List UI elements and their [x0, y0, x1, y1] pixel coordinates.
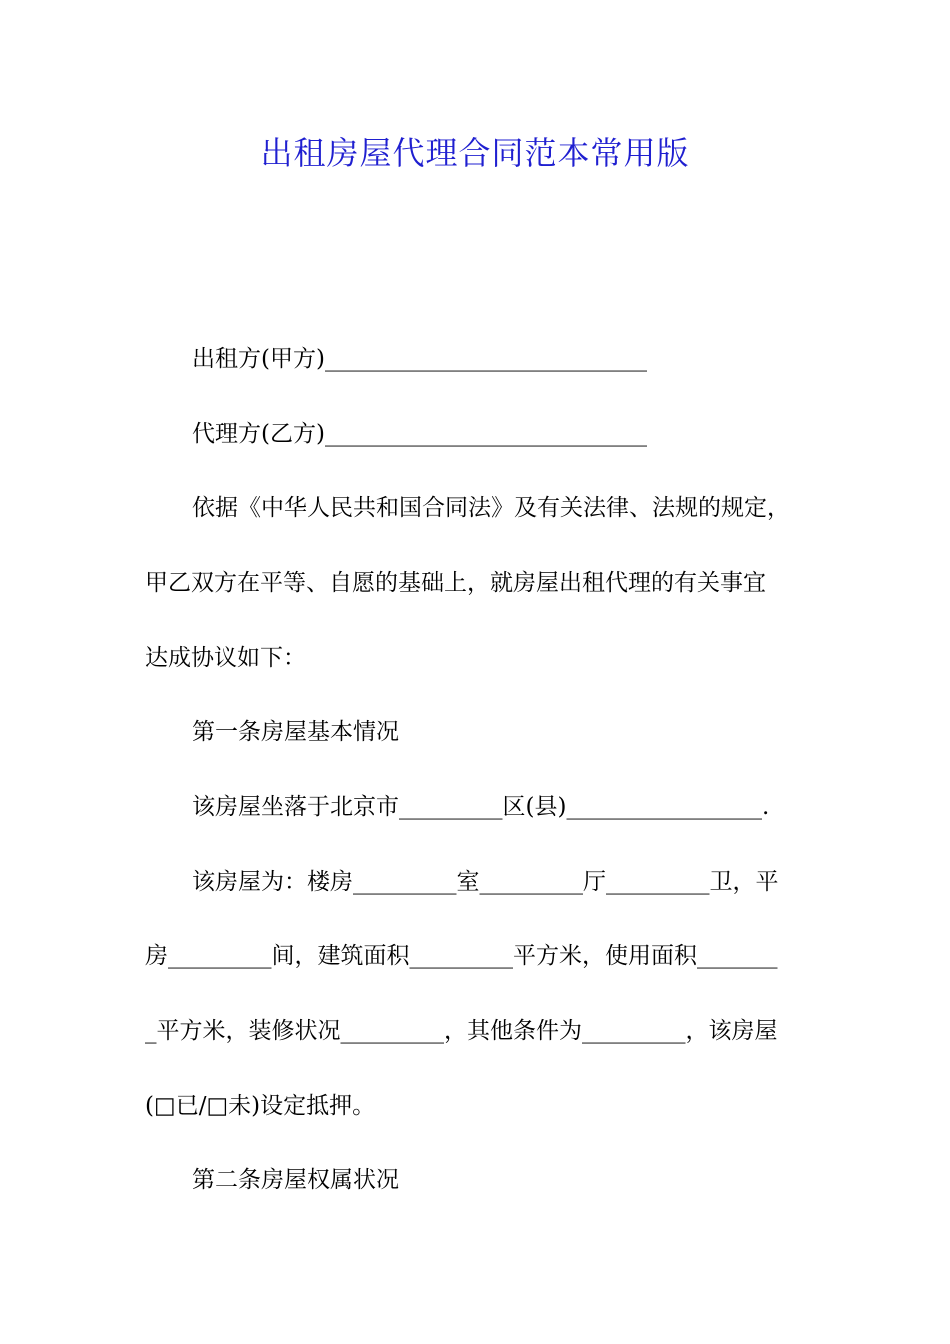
article-2-heading: 第二条房屋权属状况 [192, 1167, 399, 1193]
preamble-line-1: 依据《中华人民共和国合同法》及有关法律、法规的规定， [192, 495, 790, 521]
article-1-location-line: 该房屋坐落于北京市_________区(县)_________________. [192, 794, 770, 820]
preamble-line-3: 达成协议如下： [145, 645, 306, 671]
article-1-layout-line-2: 房_________间，建筑面积_________平方米，使用面积_______ [145, 943, 778, 969]
article-1-heading: 第一条房屋基本情况 [192, 719, 399, 745]
article-1-mortgage-line: (□已/□未)设定抵押。 [145, 1093, 376, 1119]
document-title: 出租房屋代理合同范本常用版 [260, 134, 690, 172]
preamble-line-2: 甲乙双方在平等、自愿的基础上，就房屋出租代理的有关事宜 [145, 570, 766, 596]
article-1-layout-line-3: _平方米，装修状况_________，其他条件为_________，该房屋 [145, 1018, 778, 1044]
lessor-party-line: 出租方(甲方)____________________________ [192, 346, 647, 372]
agent-party-line: 代理方(乙方)____________________________ [192, 421, 647, 447]
article-1-layout-line-1: 该房屋为：楼房_________室_________厅_________卫，平 [192, 869, 779, 895]
